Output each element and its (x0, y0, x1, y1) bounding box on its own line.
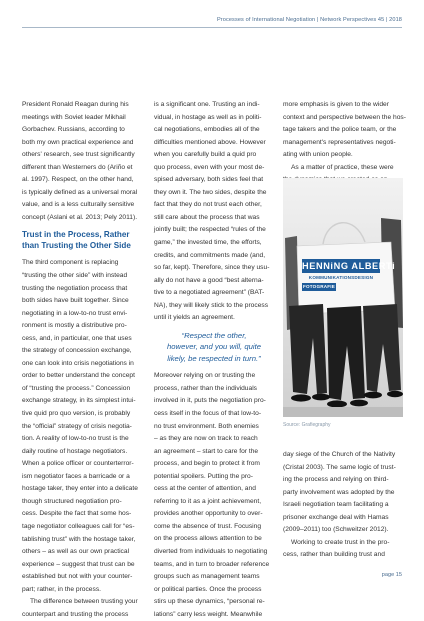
body-line: party involvement was adopted by the (283, 488, 395, 496)
body-line: is typically defined as a universal moral (22, 188, 138, 196)
header-divider (22, 27, 402, 28)
body-line: teams, and in turn to broader reference (154, 560, 270, 568)
body-line: value, and is a less culturally sensitive (22, 201, 135, 209)
body-line: involved in it, puts the negotiation pro- (154, 397, 266, 405)
body-line: more emphasis is given to the wider (283, 101, 389, 108)
body-line: spised adversary, both sides feel that (154, 176, 264, 184)
subheading-line: Trust in the Process, Rather (22, 230, 130, 240)
body-line: tablishing trust” with the hostage taker, (22, 535, 136, 543)
body-line: though structured negotiation pro- (22, 497, 122, 505)
body-line: both sides have built together. Since (22, 297, 129, 305)
body-line: NA), they will likely stick to the process (154, 301, 269, 309)
body-line: The difference between trusting your (30, 598, 138, 606)
body-line: stirs up these dynamics, “personal re- (154, 598, 265, 606)
body-line: jointly built; the respected “rules of the (154, 226, 266, 234)
section-subheading (22, 229, 144, 251)
body-line: tive quid pro quo version, is probably (22, 410, 131, 418)
body-line: both my own practical experience and (22, 138, 134, 146)
body-line: exchange strategy, in its simplest intui- (22, 397, 136, 405)
body-line: lations” carry less weight. Meanwhile (154, 610, 263, 618)
body-line: vidual, in hostage as well as in politi- (154, 113, 262, 121)
body-line: part; rather, in the process. (22, 585, 101, 593)
body-line: cess. Despite the fact that some hos- (22, 510, 132, 518)
body-line: fact that they do not trust each other, (154, 201, 262, 209)
body-line: ally do not have a good “best alterna- (154, 276, 264, 284)
body-line: others – as well as our own practical (22, 548, 130, 556)
body-line: counterpart and trusting the process (22, 610, 129, 618)
sign-name: HENNiNG ALBERTi (302, 261, 396, 271)
photo-caption: Source: Grafiegraphy (283, 422, 331, 428)
body-line: al. 1997). Respect, on the other hand, (22, 176, 134, 184)
body-line: when you carefully build a quid pro (154, 151, 257, 159)
body-line: daily routine of hostage negotiators. (22, 447, 128, 455)
body-line: credits, and commitments made (and, (154, 251, 266, 259)
page-number: page 15 (381, 572, 402, 578)
body-line: until it yields an agreement. (154, 314, 235, 322)
body-line: experience – suggest that trust can be (22, 560, 135, 568)
body-line: one can look into crisis negotiations in (22, 359, 134, 367)
body-line: ronment is mostly a distributive pro- (22, 322, 127, 330)
body-line: tage takers and the police team, or the (283, 126, 397, 134)
body-line: different than Westerners do (Ariño et (22, 163, 133, 171)
body-line: President Ronald Reagan during his (22, 101, 129, 108)
body-line: or political parties. Once the process (154, 585, 262, 593)
body-line: come the absence of trust. Focusing (154, 522, 262, 530)
body-line: an agreement – start to care for the (154, 447, 259, 455)
pull-quote (154, 330, 274, 365)
body-line: Gorbachev. Russians, according to (22, 126, 125, 134)
body-line: order to better understand the concept (22, 372, 135, 380)
sign-subtitle: KOMMUNIKATIONSDESIGN (308, 275, 374, 280)
body-line: process, rather than the individuals (154, 384, 257, 392)
body-line: context and perspective between the hos- (283, 113, 406, 121)
body-line: Israeli negotiation team facilitating a (283, 501, 389, 509)
body-line: game,” the invested time, the efforts, (154, 239, 262, 247)
body-line: others' research, see trust significantly (22, 151, 135, 159)
body-line: they own it. The two sides, despite the (154, 188, 267, 196)
body-line: prisoner exchange deal with Hamas (283, 513, 389, 521)
quote-line: likely, be respected in turn.” (167, 353, 261, 363)
body-line: As a matter of practice, these were (291, 163, 394, 171)
sign-tag: FOTOGRAFIE (302, 284, 336, 289)
body-line: no trust environment. Both enemies (154, 422, 259, 430)
body-line: ing the process and relying on third- (283, 476, 389, 484)
body-line: quo process, even with your most de- (154, 163, 265, 171)
subheading-line: than Trusting the Other Side (22, 241, 131, 251)
body-line: “trusting the other side” with instead (22, 272, 128, 280)
text-column-2 (154, 99, 274, 621)
body-line: – as they are now on track to reach (154, 435, 258, 443)
body-line: tion. A reality of low-to-no trust is the (22, 435, 129, 443)
body-line: meetings with Soviet leader Mikhail (22, 113, 126, 121)
body-line: ating with union people. (283, 151, 353, 159)
body-line: difficulties mentioned above. However (154, 138, 266, 146)
body-line: so far, kept). Therefore, since they usu- (154, 264, 270, 272)
body-line: referring to it as a joint achievement, (154, 497, 262, 505)
body-line: on the process allows attention to be (154, 535, 262, 543)
body-line: management's representatives negoti- (283, 138, 396, 146)
body-line: groups such as management teams (154, 573, 260, 581)
text-column-3-continued (283, 449, 403, 562)
body-line: of “trusting the process.” Concession (22, 384, 131, 392)
body-line: cess itself in the focus of that low-to- (154, 409, 262, 417)
shopping-bag-sign (299, 252, 399, 299)
body-line: cal negotiations, embodies all of the (154, 126, 260, 134)
body-line: When a police officer or counterterror- (22, 460, 134, 468)
body-line: (Cristal 2003). The same logic of trust- (283, 463, 396, 471)
body-line: the strategy of concession exchange, (22, 347, 132, 355)
body-line: potential spoilers. Putting the pro- (154, 472, 253, 480)
body-line: negotiating in a low-to-no trust envi- (22, 309, 128, 317)
body-line: Working to create trust in the pro- (291, 538, 390, 546)
protest-photo (283, 178, 403, 417)
body-line: is a significant one. Trusting an indi- (154, 101, 260, 108)
body-line: cess at the center of attention, and (154, 485, 256, 493)
quote-line: however, and you will, quite (166, 342, 261, 352)
body-line: Moreover relying on or trusting the (154, 372, 256, 380)
body-line: trusting the negotiation process that (22, 284, 128, 292)
body-line: diverted from individuals to negotiating (154, 548, 268, 555)
body-line: established but not with your counter- (22, 573, 133, 581)
quote-line: “Respect the other, (181, 330, 247, 340)
body-line: cess, and, in particular, one that uses (22, 334, 132, 342)
body-line: concept (Aslani et al. 2013; Pely 2011). (22, 213, 138, 221)
body-line: tive to a negotiated agreement” (BAT- (154, 289, 265, 297)
body-line: process, and begin to protect it from (154, 460, 260, 468)
body-line: hostage taker, they enter into a delicate (22, 485, 138, 493)
body-line: provides another opportunity to over- (154, 510, 263, 518)
body-line: tage negotiator colleagues call for “es- (22, 522, 135, 530)
body-line: still care about the process that was (154, 213, 260, 221)
body-line: the “official” strategy of crisis negotia- (22, 422, 132, 430)
body-line: The third component is replacing (22, 259, 119, 267)
body-line: ism negotiator faces a barricade or a (22, 472, 130, 480)
text-column-1 (22, 99, 144, 621)
running-head: Processes of International Negotiation | Network Perspectives 45 | 2018 (216, 17, 402, 23)
body-line: day siege of the Church of the Nativity (283, 451, 396, 458)
body-line: cess, rather than building trust and (283, 551, 385, 559)
body-line: (2009–2011) too (Schweitzer 2012). (283, 526, 389, 534)
